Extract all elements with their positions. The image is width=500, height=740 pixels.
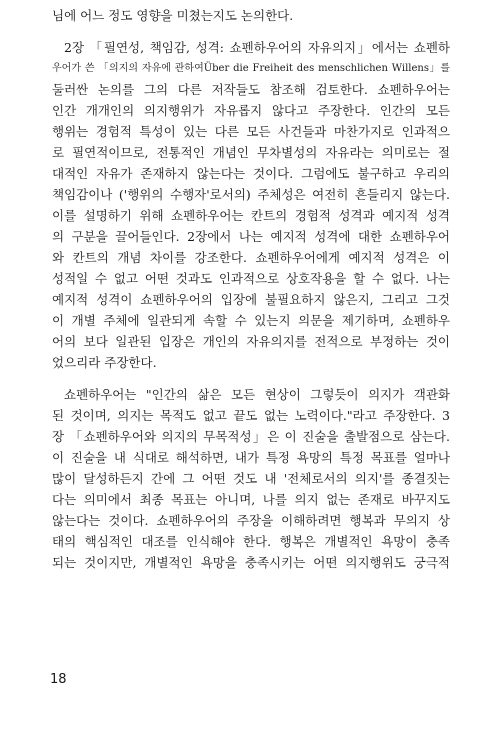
text-line: 다는 의미에서 최종 목표는 아니며, 나를 의지 없는 존재로 바꾸지도 — [52, 492, 450, 507]
text-line: 성적일 수 없고 어떤 것과도 인과적으로 상호작용을 할 수 없다. 나는 — [52, 271, 450, 286]
text-line: 이 진술을 내 식대로 해석하면, 내가 특정 욕망의 특정 목표를 얼마나 — [52, 450, 450, 465]
text-line: 인간 개개인의 의지행위가 자유롭지 않다고 주장한다. 인간의 모든 — [52, 103, 450, 118]
text-line: 와 칸트의 개념 차이를 강조한다. 쇼펜하우어에게 예지적 성격은 이 — [52, 250, 450, 265]
text-line: 많이 달성하든지 간에 그 어떤 것도 내 '전체로서의 의지'를 종결짓는 — [52, 471, 450, 486]
text-line: 예지적 성격이 쇼펜하우어의 입장에 불필요하지 않은지, 그리고 그것 — [52, 292, 450, 307]
text-line: 책임감이나 ('행위의 수행자'로서의) 주체성은 여전히 흔들리지 않는다. — [52, 187, 450, 202]
text-line: 장 「쇼펜하우어와 의지의 무목적성」은 이 진술을 출발점으로 삼는다. — [52, 429, 450, 444]
text-line: 태의 핵심적인 대조를 인식해야 한다. 행복은 개별적인 욕망이 충족 — [52, 534, 450, 549]
text-line: 의 구분을 끌어들인다. 2장에서 나는 예지적 성격에 대한 쇼펜하우어 — [52, 229, 450, 244]
text-line: 쇼펜하우어는 "인간의 삶은 모든 현상이 그렇듯이 의지가 객관화 — [64, 387, 450, 402]
text-line: 된 것이며, 의지는 목적도 없고 끝도 없는 노력이다."라고 주장한다. 3 — [52, 408, 450, 423]
text-line: 대적인 자유가 존재하지 않는다는 것이다. 그럼에도 불구하고 우리의 — [52, 166, 450, 181]
text-line: 로 필연적이므로, 전통적인 개념인 무차별성의 자유라는 의미로는 절 — [52, 145, 450, 160]
text-line: 않는다는 것이다. 쇼펜하우어의 주장을 이해하려면 행복과 무의지 상 — [52, 513, 450, 528]
text-line: 되는 것이지만, 개별적인 욕망을 충족시키는 어떤 의지행위도 궁극적 — [52, 555, 450, 570]
text-line: 이 개별 주체에 일관되게 속할 수 있는지 의문을 제기하며, 쇼펜하우 — [52, 313, 450, 328]
text-line: 었으리라 주장한다. — [52, 355, 157, 370]
text-line: 2장 「필연성, 책임감, 성격: 쇼펜하우어의 자유의지」에서는 쇼펜하 — [64, 40, 450, 55]
text-line: 님에 어느 정도 영향을 미쳤는지도 논의한다. — [52, 8, 294, 23]
text-line: 어의 보다 일관된 입장은 개인의 자유의지를 전적으로 부정하는 것이 — [52, 334, 450, 349]
page-number: 18 — [50, 672, 67, 687]
text-line: 우어가 쓴 「의지의 자유에 관하여Über die Freiheit des menschlichen Willens」를 — [52, 63, 450, 74]
text-line: 행위는 경험적 특성이 있는 다른 모든 사건들과 마찬가지로 인과적으 — [52, 124, 450, 139]
text-line: 둘러싼 논의를 그의 다른 저작들도 참조해 검토한다. 쇼펜하우어는 — [52, 82, 450, 97]
text-line: 이를 설명하기 위해 쇼펜하우어는 칸트의 경험적 성격과 예지적 성격 — [52, 208, 450, 223]
